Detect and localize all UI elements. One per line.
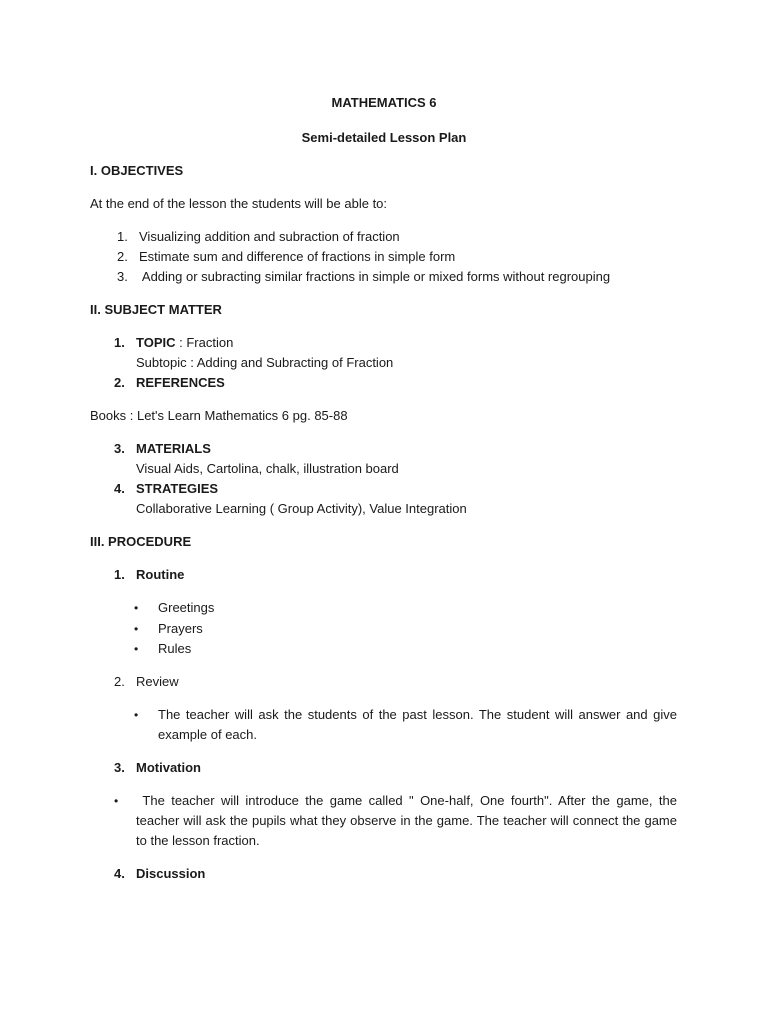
objective-text: Adding or subracting similar fractions in simple or mixed forms without regrouping <box>139 269 611 284</box>
list-number: 3. <box>114 760 125 775</box>
routine-item <box>134 621 203 637</box>
document-subtitle: Semi-detailed Lesson Plan <box>301 130 467 145</box>
review-label: Review <box>136 674 179 689</box>
list-number: 3. <box>117 269 128 284</box>
list-number: 1. <box>117 229 128 244</box>
document-title: MATHEMATICS 6 <box>331 95 437 110</box>
objective-item <box>117 229 400 245</box>
routine-item <box>134 600 214 616</box>
references-line <box>114 375 225 391</box>
subtopic-line: Subtopic : Adding and Subracting of Fraction <box>136 355 394 370</box>
bullet-icon: • <box>134 601 139 615</box>
topic-value: : Fraction <box>175 335 234 350</box>
strategies-value: Collaborative Learning ( Group Activity), Value Integration <box>136 501 467 516</box>
routine-item <box>134 641 191 657</box>
topic-line <box>114 335 233 351</box>
strategies-label: STRATEGIES <box>136 481 219 496</box>
review-text: The teacher will ask the students of the past lesson. The student will answer and give example of each. <box>158 707 677 742</box>
discussion-line <box>114 866 205 882</box>
objectives-intro: At the end of the lesson the students will be able to: <box>90 196 388 211</box>
materials-value: Visual Aids, Cartolina, chalk, illustration board <box>136 461 399 476</box>
motivation-text: The teacher will introduce the game called " One-half, One fourth". After the game, the teacher will ask the pupils what they observe in the game. The teacher will connect the game to the lesson fraction. <box>136 793 681 848</box>
bullet-icon: • <box>114 794 119 808</box>
materials-label: MATERIALS <box>136 441 211 456</box>
motivation-bullet <box>114 793 118 809</box>
list-number: 3. <box>114 441 125 456</box>
review-bullet <box>134 707 138 723</box>
objectives-heading: I. OBJECTIVES <box>90 163 184 178</box>
bullet-icon: • <box>134 622 139 636</box>
books-line: Books : Let's Learn Mathematics 6 pg. 85-88 <box>90 408 348 423</box>
discussion-label: Discussion <box>136 866 206 881</box>
objective-text: Estimate sum and difference of fractions in simple form <box>139 249 456 264</box>
bullet-icon: • <box>134 642 139 656</box>
review-line <box>114 674 179 690</box>
references-label: REFERENCES <box>136 375 225 390</box>
list-number: 2. <box>114 674 125 689</box>
materials-line <box>114 441 211 457</box>
list-number: 4. <box>114 481 125 496</box>
objective-item <box>117 269 610 285</box>
routine-item-text: Rules <box>158 641 192 656</box>
routine-item-text: Prayers <box>158 621 203 636</box>
topic-label: TOPIC <box>136 335 176 350</box>
routine-line <box>114 567 184 583</box>
routine-item-text: Greetings <box>158 600 215 615</box>
strategies-line <box>114 481 218 497</box>
list-number: 1. <box>114 567 125 582</box>
bullet-icon: • <box>134 708 139 722</box>
objective-item <box>117 249 455 265</box>
motivation-label: Motivation <box>136 760 201 775</box>
procedure-heading: III. PROCEDURE <box>90 534 192 549</box>
subject-matter-heading: II. SUBJECT MATTER <box>90 302 222 317</box>
list-number: 1. <box>114 335 125 350</box>
objective-text: Visualizing addition and subraction of fraction <box>139 229 400 244</box>
routine-label: Routine <box>136 567 185 582</box>
list-number: 2. <box>114 375 125 390</box>
list-number: 2. <box>117 249 128 264</box>
motivation-line <box>114 760 201 776</box>
list-number: 4. <box>114 866 125 881</box>
